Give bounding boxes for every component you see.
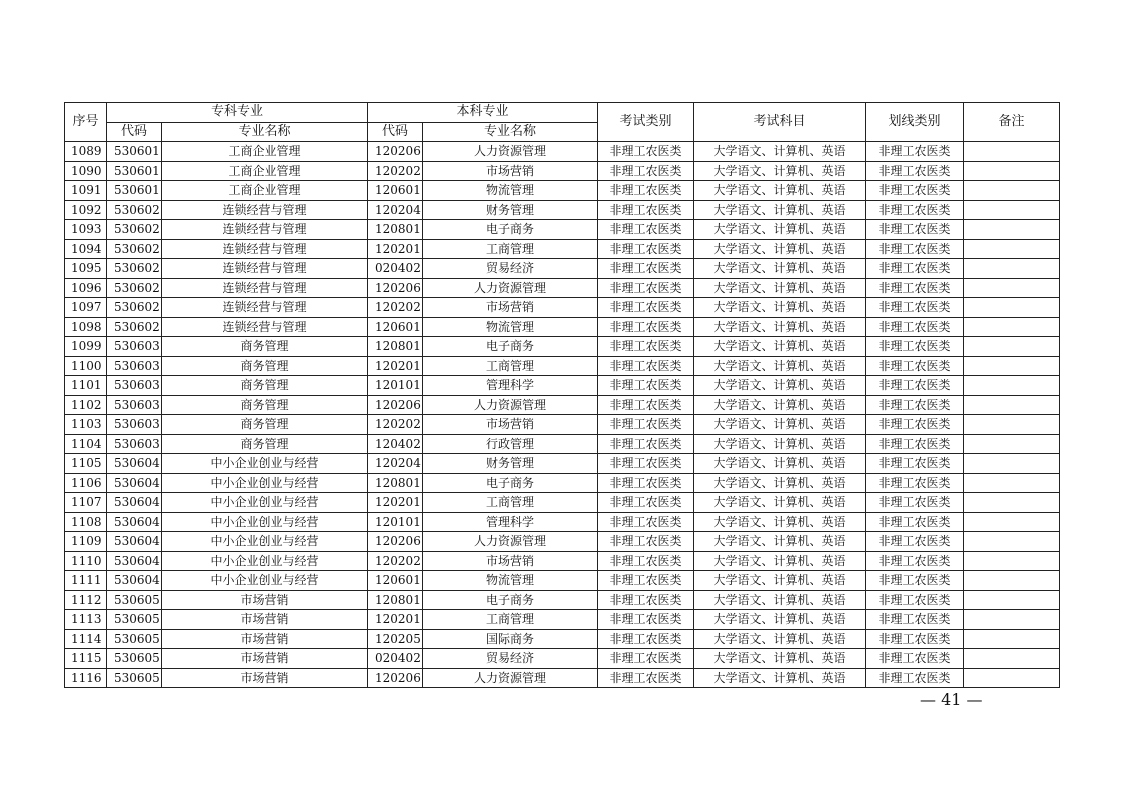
cell-bk-name: 贸易经济: [423, 259, 598, 279]
cell-exam-type: 非理工农医类: [598, 434, 694, 454]
cell-seq: 1101: [65, 376, 107, 396]
cell-zk-name: 中小企业创业与经营: [162, 473, 368, 493]
table-row: [65, 298, 1060, 318]
table-row: [65, 376, 1060, 396]
cell-zk-code: 530601: [107, 161, 162, 181]
cell-zk-name: 连锁经营与管理: [162, 259, 368, 279]
cell-zk-code: 530602: [107, 278, 162, 298]
cell-zk-name: 工商企业管理: [162, 142, 368, 162]
cell-bk-code: 120206: [368, 668, 423, 688]
cell-bk-code: 120202: [368, 551, 423, 571]
header-seq: 序号: [65, 103, 107, 142]
major-table: [64, 102, 1060, 688]
cell-bk-name: 工商管理: [423, 493, 598, 513]
cell-exam-type: 非理工农医类: [598, 259, 694, 279]
table-row: [65, 259, 1060, 279]
cell-seq: 1092: [65, 200, 107, 220]
table-row: [65, 629, 1060, 649]
cell-bk-code: 120206: [368, 142, 423, 162]
cell-remark: [964, 434, 1060, 454]
cell-zk-code: 530603: [107, 337, 162, 357]
cell-zk-name: 商务管理: [162, 337, 368, 357]
cell-bk-name: 工商管理: [423, 239, 598, 259]
cell-exam-type: 非理工农医类: [598, 376, 694, 396]
cell-bk-code: 120101: [368, 512, 423, 532]
cell-line-type: 非理工农医类: [866, 434, 964, 454]
cell-zk-name: 中小企业创业与经营: [162, 454, 368, 474]
cell-bk-name: 人力资源管理: [423, 532, 598, 552]
cell-bk-code: 120101: [368, 376, 423, 396]
cell-bk-code: 120801: [368, 220, 423, 240]
cell-line-type: 非理工农医类: [866, 161, 964, 181]
cell-seq: 1099: [65, 337, 107, 357]
cell-exam-subjects: 大学语文、计算机、英语: [694, 376, 866, 396]
cell-zk-name: 工商企业管理: [162, 161, 368, 181]
cell-exam-subjects: 大学语文、计算机、英语: [694, 317, 866, 337]
cell-bk-name: 财务管理: [423, 200, 598, 220]
cell-seq: 1107: [65, 493, 107, 513]
cell-exam-subjects: 大学语文、计算机、英语: [694, 161, 866, 181]
header-row-1: [65, 103, 1060, 123]
cell-remark: [964, 376, 1060, 396]
table-row: [65, 551, 1060, 571]
cell-line-type: 非理工农医类: [866, 512, 964, 532]
cell-zk-code: 530605: [107, 668, 162, 688]
cell-exam-subjects: 大学语文、计算机、英语: [694, 337, 866, 357]
cell-bk-name: 电子商务: [423, 590, 598, 610]
cell-seq: 1113: [65, 610, 107, 630]
cell-remark: [964, 142, 1060, 162]
cell-zk-code: 530602: [107, 298, 162, 318]
cell-exam-type: 非理工农医类: [598, 181, 694, 201]
cell-zk-name: 连锁经营与管理: [162, 278, 368, 298]
cell-exam-type: 非理工农医类: [598, 493, 694, 513]
cell-exam-subjects: 大学语文、计算机、英语: [694, 181, 866, 201]
cell-bk-name: 国际商务: [423, 629, 598, 649]
table-row: [65, 610, 1060, 630]
cell-exam-type: 非理工农医类: [598, 395, 694, 415]
cell-exam-subjects: 大学语文、计算机、英语: [694, 239, 866, 259]
cell-zk-code: 530601: [107, 142, 162, 162]
cell-zk-name: 市场营销: [162, 610, 368, 630]
table-row: [65, 317, 1060, 337]
cell-bk-name: 管理科学: [423, 376, 598, 396]
cell-zk-code: 530602: [107, 317, 162, 337]
table-row: [65, 220, 1060, 240]
table-body: [65, 142, 1060, 688]
cell-line-type: 非理工农医类: [866, 551, 964, 571]
cell-exam-type: 非理工农医类: [598, 551, 694, 571]
cell-line-type: 非理工农医类: [866, 356, 964, 376]
cell-remark: [964, 454, 1060, 474]
cell-zk-name: 商务管理: [162, 434, 368, 454]
cell-remark: [964, 415, 1060, 435]
cell-seq: 1112: [65, 590, 107, 610]
cell-line-type: 非理工农医类: [866, 181, 964, 201]
cell-bk-code: 120202: [368, 298, 423, 318]
cell-exam-type: 非理工农医类: [598, 356, 694, 376]
cell-exam-subjects: 大学语文、计算机、英语: [694, 415, 866, 435]
cell-bk-code: 120202: [368, 161, 423, 181]
cell-seq: 1104: [65, 434, 107, 454]
cell-remark: [964, 239, 1060, 259]
table-row: [65, 668, 1060, 688]
cell-bk-name: 人力资源管理: [423, 668, 598, 688]
cell-remark: [964, 278, 1060, 298]
table-row: [65, 356, 1060, 376]
cell-remark: [964, 668, 1060, 688]
cell-exam-type: 非理工农医类: [598, 473, 694, 493]
cell-bk-name: 管理科学: [423, 512, 598, 532]
table-row: [65, 434, 1060, 454]
cell-exam-type: 非理工农医类: [598, 590, 694, 610]
cell-line-type: 非理工农医类: [866, 415, 964, 435]
cell-zk-name: 市场营销: [162, 590, 368, 610]
cell-zk-code: 530604: [107, 571, 162, 591]
cell-remark: [964, 473, 1060, 493]
cell-line-type: 非理工农医类: [866, 571, 964, 591]
table-row: [65, 571, 1060, 591]
cell-bk-name: 市场营销: [423, 298, 598, 318]
cell-exam-subjects: 大学语文、计算机、英语: [694, 590, 866, 610]
cell-exam-subjects: 大学语文、计算机、英语: [694, 356, 866, 376]
cell-remark: [964, 532, 1060, 552]
cell-zk-code: 530602: [107, 259, 162, 279]
cell-zk-code: 530602: [107, 220, 162, 240]
cell-seq: 1115: [65, 649, 107, 669]
cell-bk-name: 物流管理: [423, 571, 598, 591]
cell-zk-name: 连锁经营与管理: [162, 220, 368, 240]
cell-exam-subjects: 大学语文、计算机、英语: [694, 649, 866, 669]
cell-exam-type: 非理工农医类: [598, 610, 694, 630]
header-remark: 备注: [964, 103, 1060, 142]
cell-exam-type: 非理工农医类: [598, 161, 694, 181]
header-bk-name: 专业名称: [423, 122, 598, 142]
cell-line-type: 非理工农医类: [866, 532, 964, 552]
cell-remark: [964, 220, 1060, 240]
cell-seq: 1116: [65, 668, 107, 688]
cell-zk-name: 工商企业管理: [162, 181, 368, 201]
cell-exam-subjects: 大学语文、计算机、英语: [694, 220, 866, 240]
cell-exam-subjects: 大学语文、计算机、英语: [694, 259, 866, 279]
cell-exam-subjects: 大学语文、计算机、英语: [694, 278, 866, 298]
cell-line-type: 非理工农医类: [866, 142, 964, 162]
cell-zk-code: 530602: [107, 239, 162, 259]
cell-bk-code: 120601: [368, 181, 423, 201]
table-row: [65, 454, 1060, 474]
cell-exam-type: 非理工农医类: [598, 278, 694, 298]
cell-bk-name: 物流管理: [423, 317, 598, 337]
cell-zk-code: 530604: [107, 454, 162, 474]
cell-exam-type: 非理工农医类: [598, 337, 694, 357]
cell-seq: 1105: [65, 454, 107, 474]
cell-line-type: 非理工农医类: [866, 259, 964, 279]
cell-zk-name: 中小企业创业与经营: [162, 512, 368, 532]
cell-line-type: 非理工农医类: [866, 220, 964, 240]
cell-bk-code: 120201: [368, 493, 423, 513]
cell-zk-code: 530603: [107, 415, 162, 435]
cell-line-type: 非理工农医类: [866, 337, 964, 357]
header-benke: 本科专业: [368, 103, 598, 123]
cell-exam-type: 非理工农医类: [598, 629, 694, 649]
cell-line-type: 非理工农医类: [866, 473, 964, 493]
cell-zk-code: 530604: [107, 551, 162, 571]
cell-exam-subjects: 大学语文、计算机、英语: [694, 434, 866, 454]
cell-exam-type: 非理工农医类: [598, 298, 694, 318]
cell-zk-name: 市场营销: [162, 629, 368, 649]
cell-remark: [964, 493, 1060, 513]
cell-exam-subjects: 大学语文、计算机、英语: [694, 454, 866, 474]
cell-zk-code: 530605: [107, 610, 162, 630]
cell-bk-code: 120204: [368, 454, 423, 474]
cell-zk-code: 530603: [107, 395, 162, 415]
cell-bk-code: 120201: [368, 610, 423, 630]
page-number: — 41 —: [920, 690, 983, 709]
cell-bk-name: 工商管理: [423, 610, 598, 630]
cell-zk-name: 中小企业创业与经营: [162, 532, 368, 552]
cell-remark: [964, 395, 1060, 415]
cell-remark: [964, 571, 1060, 591]
cell-exam-type: 非理工农医类: [598, 317, 694, 337]
cell-line-type: 非理工农医类: [866, 610, 964, 630]
cell-bk-code: 120801: [368, 473, 423, 493]
cell-zk-code: 530603: [107, 356, 162, 376]
cell-bk-name: 工商管理: [423, 356, 598, 376]
header-zk-name: 专业名称: [162, 122, 368, 142]
cell-zk-name: 中小企业创业与经营: [162, 493, 368, 513]
cell-bk-name: 市场营销: [423, 415, 598, 435]
cell-seq: 1096: [65, 278, 107, 298]
cell-seq: 1100: [65, 356, 107, 376]
cell-zk-code: 530603: [107, 376, 162, 396]
cell-exam-subjects: 大学语文、计算机、英语: [694, 551, 866, 571]
cell-seq: 1094: [65, 239, 107, 259]
cell-zk-code: 530605: [107, 649, 162, 669]
cell-zk-code: 530601: [107, 181, 162, 201]
cell-exam-subjects: 大学语文、计算机、英语: [694, 298, 866, 318]
cell-exam-type: 非理工农医类: [598, 668, 694, 688]
cell-line-type: 非理工农医类: [866, 668, 964, 688]
cell-exam-subjects: 大学语文、计算机、英语: [694, 629, 866, 649]
cell-exam-subjects: 大学语文、计算机、英语: [694, 473, 866, 493]
cell-remark: [964, 161, 1060, 181]
cell-remark: [964, 259, 1060, 279]
cell-bk-code: 120201: [368, 239, 423, 259]
cell-exam-subjects: 大学语文、计算机、英语: [694, 571, 866, 591]
table-row: [65, 337, 1060, 357]
cell-seq: 1111: [65, 571, 107, 591]
cell-line-type: 非理工农医类: [866, 493, 964, 513]
cell-bk-name: 人力资源管理: [423, 395, 598, 415]
cell-zk-code: 530604: [107, 512, 162, 532]
cell-bk-name: 市场营销: [423, 551, 598, 571]
cell-zk-code: 530603: [107, 434, 162, 454]
cell-line-type: 非理工农医类: [866, 298, 964, 318]
table-row: [65, 200, 1060, 220]
cell-exam-subjects: 大学语文、计算机、英语: [694, 493, 866, 513]
header-line-type: 划线类别: [866, 103, 964, 142]
cell-zk-code: 530605: [107, 590, 162, 610]
cell-line-type: 非理工农医类: [866, 376, 964, 396]
cell-remark: [964, 356, 1060, 376]
cell-seq: 1114: [65, 629, 107, 649]
cell-line-type: 非理工农医类: [866, 649, 964, 669]
cell-bk-name: 人力资源管理: [423, 142, 598, 162]
cell-bk-code: 120206: [368, 278, 423, 298]
cell-zk-name: 商务管理: [162, 376, 368, 396]
cell-zk-code: 530604: [107, 532, 162, 552]
cell-exam-type: 非理工农医类: [598, 532, 694, 552]
cell-zk-code: 530604: [107, 473, 162, 493]
table-row: [65, 493, 1060, 513]
table-row: [65, 512, 1060, 532]
cell-bk-code: 020402: [368, 259, 423, 279]
cell-bk-name: 电子商务: [423, 220, 598, 240]
cell-remark: [964, 512, 1060, 532]
cell-bk-name: 人力资源管理: [423, 278, 598, 298]
cell-exam-subjects: 大学语文、计算机、英语: [694, 142, 866, 162]
cell-bk-name: 贸易经济: [423, 649, 598, 669]
cell-line-type: 非理工农医类: [866, 590, 964, 610]
cell-exam-type: 非理工农医类: [598, 142, 694, 162]
cell-seq: 1097: [65, 298, 107, 318]
cell-exam-type: 非理工农医类: [598, 220, 694, 240]
cell-remark: [964, 551, 1060, 571]
cell-bk-code: 120801: [368, 590, 423, 610]
cell-exam-subjects: 大学语文、计算机、英语: [694, 395, 866, 415]
cell-bk-code: 120202: [368, 415, 423, 435]
header-bk-code: 代码: [368, 122, 423, 142]
cell-zk-name: 市场营销: [162, 649, 368, 669]
header-zhuanke: 专科专业: [107, 103, 368, 123]
table-row: [65, 532, 1060, 552]
cell-zk-name: 中小企业创业与经营: [162, 551, 368, 571]
cell-seq: 1110: [65, 551, 107, 571]
cell-exam-subjects: 大学语文、计算机、英语: [694, 668, 866, 688]
cell-zk-name: 商务管理: [162, 356, 368, 376]
cell-bk-code: 120201: [368, 356, 423, 376]
table-row: [65, 649, 1060, 669]
cell-seq: 1108: [65, 512, 107, 532]
cell-bk-code: 120601: [368, 317, 423, 337]
cell-zk-name: 中小企业创业与经营: [162, 571, 368, 591]
cell-line-type: 非理工农医类: [866, 317, 964, 337]
cell-exam-type: 非理工农医类: [598, 415, 694, 435]
cell-remark: [964, 181, 1060, 201]
table-row: [65, 473, 1060, 493]
cell-bk-code: 020402: [368, 649, 423, 669]
cell-seq: 1089: [65, 142, 107, 162]
cell-bk-name: 电子商务: [423, 473, 598, 493]
cell-exam-subjects: 大学语文、计算机、英语: [694, 512, 866, 532]
cell-exam-type: 非理工农医类: [598, 512, 694, 532]
cell-zk-code: 530604: [107, 493, 162, 513]
cell-line-type: 非理工农医类: [866, 629, 964, 649]
cell-bk-name: 行政管理: [423, 434, 598, 454]
cell-zk-name: 市场营销: [162, 668, 368, 688]
cell-seq: 1102: [65, 395, 107, 415]
table-row: [65, 161, 1060, 181]
header-zk-code: 代码: [107, 122, 162, 142]
cell-exam-subjects: 大学语文、计算机、英语: [694, 610, 866, 630]
table-row: [65, 278, 1060, 298]
cell-seq: 1091: [65, 181, 107, 201]
cell-remark: [964, 298, 1060, 318]
table-row: [65, 181, 1060, 201]
cell-remark: [964, 317, 1060, 337]
cell-bk-name: 物流管理: [423, 181, 598, 201]
cell-bk-code: 120205: [368, 629, 423, 649]
cell-seq: 1093: [65, 220, 107, 240]
cell-exam-type: 非理工农医类: [598, 200, 694, 220]
cell-zk-name: 连锁经营与管理: [162, 200, 368, 220]
cell-zk-name: 商务管理: [162, 415, 368, 435]
cell-remark: [964, 200, 1060, 220]
cell-bk-code: 120801: [368, 337, 423, 357]
cell-exam-subjects: 大学语文、计算机、英语: [694, 532, 866, 552]
cell-bk-code: 120206: [368, 532, 423, 552]
table-header: [65, 103, 1060, 142]
cell-remark: [964, 590, 1060, 610]
cell-seq: 1109: [65, 532, 107, 552]
cell-bk-code: 120601: [368, 571, 423, 591]
cell-seq: 1103: [65, 415, 107, 435]
table-row: [65, 395, 1060, 415]
cell-exam-type: 非理工农医类: [598, 571, 694, 591]
cell-exam-type: 非理工农医类: [598, 454, 694, 474]
header-exam-type: 考试类别: [598, 103, 694, 142]
cell-seq: 1090: [65, 161, 107, 181]
cell-bk-code: 120206: [368, 395, 423, 415]
cell-remark: [964, 629, 1060, 649]
cell-zk-code: 530605: [107, 629, 162, 649]
cell-exam-type: 非理工农医类: [598, 239, 694, 259]
cell-bk-code: 120204: [368, 200, 423, 220]
cell-line-type: 非理工农医类: [866, 454, 964, 474]
cell-remark: [964, 337, 1060, 357]
cell-bk-name: 电子商务: [423, 337, 598, 357]
cell-line-type: 非理工农医类: [866, 239, 964, 259]
cell-bk-name: 财务管理: [423, 454, 598, 474]
table-row: [65, 415, 1060, 435]
cell-exam-subjects: 大学语文、计算机、英语: [694, 200, 866, 220]
table-row: [65, 239, 1060, 259]
cell-line-type: 非理工农医类: [866, 395, 964, 415]
cell-remark: [964, 610, 1060, 630]
header-exam-subjects: 考试科目: [694, 103, 866, 142]
cell-zk-name: 连锁经营与管理: [162, 298, 368, 318]
table-row: [65, 590, 1060, 610]
cell-seq: 1106: [65, 473, 107, 493]
cell-zk-code: 530602: [107, 200, 162, 220]
table-row: [65, 142, 1060, 162]
cell-remark: [964, 649, 1060, 669]
cell-zk-name: 连锁经营与管理: [162, 317, 368, 337]
cell-seq: 1095: [65, 259, 107, 279]
cell-line-type: 非理工农医类: [866, 200, 964, 220]
cell-zk-name: 商务管理: [162, 395, 368, 415]
cell-line-type: 非理工农医类: [866, 278, 964, 298]
cell-bk-name: 市场营销: [423, 161, 598, 181]
cell-bk-code: 120402: [368, 434, 423, 454]
cell-exam-type: 非理工农医类: [598, 649, 694, 669]
cell-seq: 1098: [65, 317, 107, 337]
cell-zk-name: 连锁经营与管理: [162, 239, 368, 259]
